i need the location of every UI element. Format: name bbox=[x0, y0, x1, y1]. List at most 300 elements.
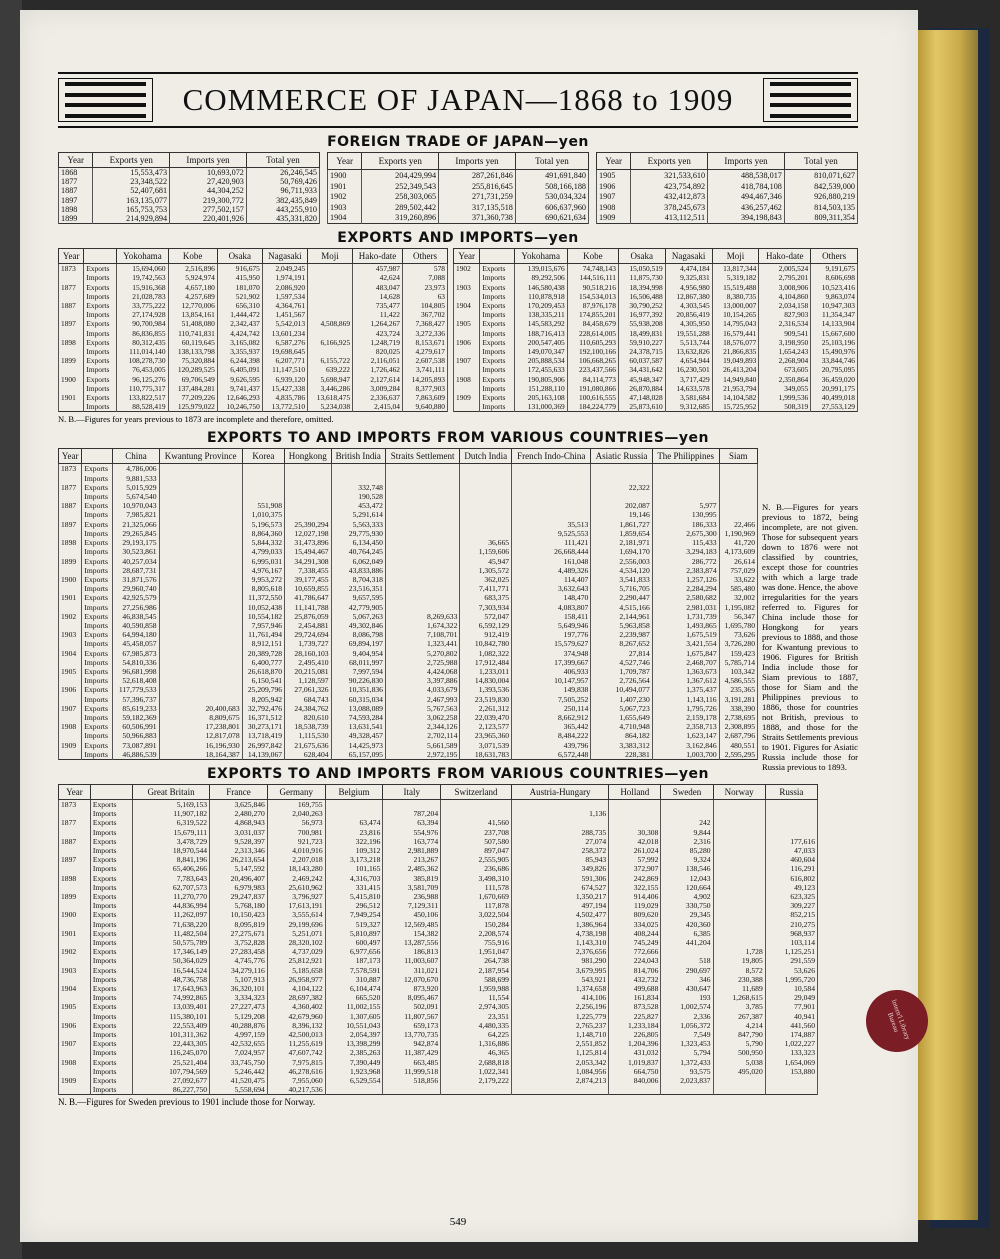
countries-b-table-cell bbox=[383, 799, 441, 809]
ports-right-table-cell: 138,335,211 bbox=[514, 310, 567, 319]
ports-left-table-cell: 5,542,013 bbox=[262, 319, 307, 328]
countries-a-table-cell: Exports bbox=[82, 593, 113, 602]
countries-a-table-cell: 5,270,802 bbox=[385, 649, 459, 658]
countries-a-table-cell bbox=[719, 492, 757, 501]
ports-right-table-cell: 4,303,545 bbox=[665, 301, 712, 310]
ports-left-table-row bbox=[59, 356, 448, 365]
countries-b-table-cell: 9,844 bbox=[661, 828, 713, 837]
ports-left-table-cell: 4,279,617 bbox=[402, 347, 447, 356]
countries-b-table-cell bbox=[713, 818, 765, 827]
countries-b-table-cell: 23,816 bbox=[325, 828, 383, 837]
foreign-trade-cell: 96,711,933 bbox=[246, 186, 319, 195]
countries-b-table-cell: 3,031,037 bbox=[210, 828, 268, 837]
ports-left-table-row bbox=[59, 393, 448, 402]
countries-b-table-row bbox=[59, 910, 818, 919]
countries-a-table-header-cell: Straits Settlement bbox=[385, 449, 459, 464]
ports-left-table-cell: 120,289,525 bbox=[168, 365, 217, 374]
countries-b-table-row bbox=[59, 975, 818, 984]
ports-left-table-cell: 457,987 bbox=[353, 264, 403, 274]
countries-b-table-cell: 6,319,522 bbox=[133, 818, 210, 827]
gilt-page-edge bbox=[918, 30, 978, 1220]
ports-right-table-cell: 2,034,158 bbox=[759, 301, 811, 310]
countries-b-table-row bbox=[59, 828, 818, 837]
countries-b-table-cell: 12,043 bbox=[661, 874, 713, 883]
ports-right-table-cell: 55,938,208 bbox=[618, 319, 665, 328]
ports-left-table-row bbox=[59, 264, 448, 274]
foreign-trade-cell: 214,929,894 bbox=[93, 214, 170, 224]
ports-left-table-cell bbox=[59, 365, 84, 374]
ports-right-table-cell: 27,553,129 bbox=[811, 402, 858, 412]
countries-b-table-cell: 1,670,669 bbox=[441, 892, 512, 901]
countries-a-table-cell bbox=[285, 483, 332, 492]
foreign-trade-cell: 1900 bbox=[328, 170, 362, 181]
countries-b-table-cell bbox=[59, 883, 91, 892]
ports-left-table-header-cell: Hako-date bbox=[353, 249, 403, 264]
countries-b-table-cell: 8,095,819 bbox=[210, 920, 268, 929]
countries-b-table-cell bbox=[609, 809, 661, 818]
countries-b-table-cell: 86,227,750 bbox=[133, 1085, 210, 1095]
countries-a-table-cell: Exports bbox=[82, 483, 113, 492]
foreign-trade-cell: 810,071,627 bbox=[784, 170, 857, 181]
countries-a-table-cell bbox=[512, 483, 591, 492]
ports-right-table-cell: 20,991,175 bbox=[811, 384, 858, 393]
ports-right-table-cell: 2,795,201 bbox=[759, 273, 811, 282]
countries-b-table-cell bbox=[713, 901, 765, 910]
countries-b-table-body bbox=[59, 799, 818, 1095]
countries-a-table-cell: 161,048 bbox=[512, 557, 591, 566]
ports-right-table-header-row bbox=[454, 249, 858, 264]
countries-b-table-cell: 1,959,988 bbox=[441, 984, 512, 993]
countries-b-table-cell bbox=[383, 1085, 441, 1095]
countries-b-table-cell: 430,647 bbox=[661, 984, 713, 993]
countries-a-table-cell: Exports bbox=[82, 557, 113, 566]
countries-a-table-row bbox=[59, 510, 758, 519]
countries-a-table-cell: 551,908 bbox=[242, 501, 284, 510]
countries-a-table-cell: 23,519,830 bbox=[460, 695, 512, 704]
countries-b-table-cell: 237,708 bbox=[441, 828, 512, 837]
countries-a-table-cell: 1,861,727 bbox=[591, 520, 652, 529]
countries-b-table-cell: 2,874,213 bbox=[511, 1076, 608, 1085]
ports-right-table-cell: Imports bbox=[480, 310, 514, 319]
foreign-trade-header-cell: Year bbox=[328, 153, 362, 170]
countries-a-table-cell: 6,150,541 bbox=[242, 676, 284, 685]
ports-left-table-cell: 6,405,091 bbox=[217, 365, 262, 374]
ports-right-table-cell: 144,516,111 bbox=[567, 273, 618, 282]
countries-b-table-cell: 4,502,477 bbox=[511, 910, 608, 919]
countries-a-table-cell: 158,411 bbox=[512, 612, 591, 621]
countries-b-table-cell: Exports bbox=[90, 818, 132, 827]
countries-a-table-cell: 35,513 bbox=[512, 520, 591, 529]
countries-a-table-cell: 59,182,369 bbox=[113, 713, 159, 722]
ports-left-table-cell bbox=[308, 264, 353, 274]
countries-b-table-cell: 1,350,217 bbox=[511, 892, 608, 901]
countries-a-table-cell bbox=[331, 474, 385, 483]
countries-a-table-cell bbox=[159, 630, 242, 639]
countries-a-table-cell: 2,726,564 bbox=[591, 676, 652, 685]
countries-b-table-cell: 27,275,671 bbox=[210, 929, 268, 938]
countries-b-table-cell: 420,360 bbox=[661, 920, 713, 929]
countries-b-table-cell: Exports bbox=[90, 910, 132, 919]
countries-b-table-cell bbox=[59, 1030, 91, 1039]
page-content bbox=[58, 72, 858, 1228]
countries-a-table-header-row bbox=[59, 449, 758, 464]
countries-a-table-cell: 13,631,541 bbox=[331, 722, 385, 731]
ports-right-table-cell: 2,005,524 bbox=[759, 264, 811, 274]
countries-a-table-cell: 22,322 bbox=[591, 483, 652, 492]
countries-a-table-cell: 1,859,654 bbox=[591, 529, 652, 538]
ports-left-table-cell bbox=[59, 292, 84, 301]
ports-right-table-cell: 74,748,143 bbox=[567, 264, 618, 274]
ports-left-table-cell: 104,805 bbox=[402, 301, 447, 310]
foreign-trade-cell: 382,435,849 bbox=[246, 196, 319, 205]
countries-a-table-cell: 31,473,896 bbox=[285, 538, 332, 547]
countries-b-table-cell: 4,214 bbox=[713, 1021, 765, 1030]
foreign-trade-cell: 926,880,219 bbox=[784, 191, 857, 202]
countries-a-table-cell: 1,694,170 bbox=[591, 547, 652, 556]
countries-a-table-cell: Exports bbox=[82, 667, 113, 676]
countries-b-table-cell: 9,528,397 bbox=[210, 837, 268, 846]
countries-b-table-cell: 63,474 bbox=[325, 818, 383, 827]
countries-b-table-cell: 27,283,458 bbox=[210, 947, 268, 956]
countries-b-table-cell: 25,610,962 bbox=[267, 883, 325, 892]
ports-left-table-row bbox=[59, 402, 448, 412]
countries-a-table-cell bbox=[331, 464, 385, 474]
ports-right-table-cell: 8,380,735 bbox=[712, 292, 759, 301]
ports-right-table-cell: 1908 bbox=[454, 375, 480, 384]
countries-a-table-cell: 9,881,533 bbox=[113, 474, 159, 483]
countries-a-table-cell bbox=[385, 492, 459, 501]
countries-b-table-cell: 847,790 bbox=[713, 1030, 765, 1039]
countries-a-table-cell: 374,948 bbox=[512, 649, 591, 658]
ports-right-table-cell: 106,668,265 bbox=[567, 356, 618, 365]
ports-left-table-cell: 4,835,786 bbox=[262, 393, 307, 402]
countries-a-table-row bbox=[59, 741, 758, 750]
countries-b-table-cell: 7,955,060 bbox=[267, 1076, 325, 1085]
countries-a-table-cell: 453,472 bbox=[331, 501, 385, 510]
countries-a-table-cell bbox=[59, 566, 82, 575]
countries-a-table-cell bbox=[512, 510, 591, 519]
countries-a-table-cell: 17,912,484 bbox=[460, 658, 512, 667]
countries-b-table-cell: 450,106 bbox=[383, 910, 441, 919]
countries-a-table-cell: 5,767,563 bbox=[385, 704, 459, 713]
countries-a-table-row bbox=[59, 557, 758, 566]
ports-left-table-row bbox=[59, 375, 448, 384]
countries-b-table-cell: 2,023,837 bbox=[661, 1076, 713, 1085]
countries-b-table-cell bbox=[765, 828, 817, 837]
countries-b-table-cell: 1,374,658 bbox=[511, 984, 608, 993]
countries-b-table-cell: 4,010,916 bbox=[267, 846, 325, 855]
countries-a-table-cell bbox=[159, 612, 242, 621]
countries-b-table-row bbox=[59, 1012, 818, 1021]
foreign-trade-row bbox=[59, 177, 320, 186]
ports-left-table-cell: 1,451,567 bbox=[262, 310, 307, 319]
countries-b-table-cell: 1906 bbox=[59, 1021, 91, 1030]
countries-b-table-cell: 7,949,254 bbox=[325, 910, 383, 919]
countries-a-table-cell bbox=[242, 483, 284, 492]
ports-right-table-cell: 14,133,904 bbox=[811, 319, 858, 328]
countries-a-table-cell bbox=[652, 492, 719, 501]
countries-a-table-cell: Exports bbox=[82, 630, 113, 639]
countries-b-table-cell: 27,092,677 bbox=[133, 1076, 210, 1085]
countries-a-table-cell: 3,397,886 bbox=[385, 676, 459, 685]
countries-b-table-cell: 5,107,913 bbox=[210, 975, 268, 984]
countries-a-table-cell: 49,328,457 bbox=[331, 731, 385, 740]
countries-a-table-cell: 8,484,222 bbox=[512, 731, 591, 740]
ports-left-table-cell: 88,528,419 bbox=[117, 402, 168, 412]
countries-b-table-cell: 153,880 bbox=[765, 1067, 817, 1076]
countries-b-table-cell: 659,173 bbox=[383, 1021, 441, 1030]
countries-b-table-cell: 187,173 bbox=[325, 956, 383, 965]
countries-a-table-cell bbox=[59, 750, 82, 760]
foreign-trade-cell: 1887 bbox=[59, 186, 93, 195]
countries-a-table-cell: 1,195,082 bbox=[719, 603, 757, 612]
countries-a-table-cell: 1909 bbox=[59, 741, 82, 750]
countries-b-table-cell: 7,390,449 bbox=[325, 1058, 383, 1067]
countries-b-table-row bbox=[59, 1048, 818, 1057]
countries-a-table-cell: 23,516,351 bbox=[331, 584, 385, 593]
countries-b-table-cell: 3,498,310 bbox=[441, 874, 512, 883]
countries-a-table-cell: 45,947 bbox=[460, 557, 512, 566]
ports-left-table-cell: 51,408,080 bbox=[168, 319, 217, 328]
countries-a-table-cell: 2,495,410 bbox=[285, 658, 332, 667]
countries-b-table-cell: 258,372 bbox=[511, 846, 608, 855]
countries-a-table-cell bbox=[591, 464, 652, 474]
countries-a-table-cell: 2,159,178 bbox=[652, 713, 719, 722]
countries-a-table-cell bbox=[159, 575, 242, 584]
countries-a-table-row bbox=[59, 593, 758, 602]
countries-a-table-cell: Exports bbox=[82, 520, 113, 529]
ports-left-table-cell: Imports bbox=[84, 384, 117, 393]
ports-right-table-cell: 4,956,980 bbox=[665, 283, 712, 292]
countries-b-table-cell: 27,074 bbox=[511, 837, 608, 846]
foreign-trade-cell: 432,412,873 bbox=[631, 191, 708, 202]
ports-left-table-cell: 19,742,563 bbox=[117, 273, 168, 282]
ports-left-table-cell: 483,047 bbox=[353, 283, 403, 292]
countries-a-table-cell: 29,724,694 bbox=[285, 630, 332, 639]
countries-b-table-cell: 2,469,242 bbox=[267, 874, 325, 883]
countries-b-table-cell: 33,745,750 bbox=[210, 1058, 268, 1067]
foreign-trade-cell: 163,135,077 bbox=[93, 196, 170, 205]
countries-a-table-row bbox=[59, 612, 758, 621]
countries-a-table-cell: 1905 bbox=[59, 667, 82, 676]
countries-a-table-cell bbox=[285, 492, 332, 501]
ports-right-table-cell: 24,378,715 bbox=[618, 347, 665, 356]
countries-a-table-cell: 17,238,801 bbox=[159, 722, 242, 731]
countries-b-table-cell: Exports bbox=[90, 1058, 132, 1067]
ports-right-table-cell: 3,717,429 bbox=[665, 375, 712, 384]
foreign-trade-row bbox=[59, 214, 320, 224]
countries-b-table-row bbox=[59, 1021, 818, 1030]
countries-a-table-cell: 5,563,333 bbox=[331, 520, 385, 529]
countries-a-table-cell: 2,181,971 bbox=[591, 538, 652, 547]
countries-a-table-cell: 2,383,874 bbox=[652, 566, 719, 575]
ports-right-table-cell: 16,579,441 bbox=[712, 329, 759, 338]
ports-left-table-cell: 15,427,338 bbox=[262, 384, 307, 393]
countries-b-table-cell: 5,790 bbox=[713, 1039, 765, 1048]
ports-left-table-cell: 1,444,472 bbox=[217, 310, 262, 319]
ports-left-table-cell: 75,320,884 bbox=[168, 356, 217, 365]
ports-left-table-cell: 108,278,730 bbox=[117, 356, 168, 365]
countries-b-table-cell: Imports bbox=[90, 1030, 132, 1039]
countries-a-table-cell: 90,226,830 bbox=[331, 676, 385, 685]
countries-b-table-cell: 4,997,159 bbox=[210, 1030, 268, 1039]
countries-b-table-cell: 3,679,995 bbox=[511, 966, 608, 975]
countries-b-table-cell: 65,406,266 bbox=[133, 864, 210, 873]
countries-b-table-header-cell: France bbox=[210, 784, 268, 799]
countries-b-table-cell: 663,485 bbox=[383, 1058, 441, 1067]
countries-a-table-cell: 1,675,847 bbox=[652, 649, 719, 658]
countries-a-table-cell: 45,458,057 bbox=[113, 639, 159, 648]
countries-b-table-cell bbox=[713, 883, 765, 892]
countries-b-table-cell: 13,770,735 bbox=[383, 1030, 441, 1039]
countries-b-table-cell: 921,723 bbox=[267, 837, 325, 846]
countries-b-table-cell: 15,679,111 bbox=[133, 828, 210, 837]
ports-right-table-cell: 21,953,794 bbox=[712, 384, 759, 393]
countries-b-table-cell bbox=[713, 837, 765, 846]
countries-b-table-cell: 499,688 bbox=[609, 984, 661, 993]
ports-left-table-cell: Exports bbox=[84, 301, 117, 310]
countries-b-table-cell: 311,021 bbox=[383, 966, 441, 975]
ports-left-table-cell: 1,264,267 bbox=[353, 319, 403, 328]
ports-left-table-cell: 367,702 bbox=[402, 310, 447, 319]
ports-right-table-header-cell: Moji bbox=[712, 249, 759, 264]
countries-b-table-cell bbox=[713, 864, 765, 873]
countries-a-table-cell: 7,997,594 bbox=[331, 667, 385, 676]
countries-b-table-cell: Imports bbox=[90, 1085, 132, 1095]
countries-b-table-cell: 27,227,473 bbox=[210, 1002, 268, 1011]
countries-b-table-cell: 5,169,153 bbox=[133, 799, 210, 809]
foreign-trade-cell: 52,407,681 bbox=[93, 186, 170, 195]
countries-a-table-header-cell bbox=[82, 449, 113, 464]
foreign-trade-header-cell: Imports yen bbox=[170, 153, 247, 168]
ports-right-table-cell: 59,910,227 bbox=[618, 338, 665, 347]
countries-a-table-cell: 8,086,798 bbox=[331, 630, 385, 639]
countries-b-table-cell: 7,024,957 bbox=[210, 1048, 268, 1057]
countries-b-table-cell: 163,774 bbox=[383, 837, 441, 846]
foreign-trade-row bbox=[597, 181, 858, 192]
ports-right-table-row bbox=[454, 347, 858, 356]
ports-right-table-cell: 25,103,196 bbox=[811, 338, 858, 347]
countries-b-table-cell: 11,689 bbox=[713, 984, 765, 993]
countries-a-table-cell: 186,333 bbox=[652, 520, 719, 529]
exports-imports-note: N. B.—Figures for years previous to 1873 are incomplete and therefore, omitted. bbox=[58, 414, 334, 425]
countries-b-table-cell bbox=[661, 1085, 713, 1095]
ports-left-table-row bbox=[59, 329, 448, 338]
countries-b-table-cell: 3,173,218 bbox=[325, 855, 383, 864]
countries-a-table-cell: 2,261,312 bbox=[460, 704, 512, 713]
ports-left-table-cell: 3,272,336 bbox=[402, 329, 447, 338]
ports-left-table-row bbox=[59, 310, 448, 319]
countries-a-table-cell: 5,015,929 bbox=[113, 483, 159, 492]
countries-a-table-cell: 14,425,973 bbox=[331, 741, 385, 750]
countries-a-table-cell: 32,792,476 bbox=[242, 704, 284, 713]
countries-b-table-cell: Imports bbox=[90, 938, 132, 947]
countries-b-table-cell: 101,165 bbox=[325, 864, 383, 873]
countries-b-table-cell: 290,697 bbox=[661, 966, 713, 975]
countries-b-table-cell: Imports bbox=[90, 1048, 132, 1057]
countries-b-table-cell: 7,129,311 bbox=[383, 901, 441, 910]
countries-b-table-cell: 5,251,071 bbox=[267, 929, 325, 938]
ports-left-table-cell: 96,125,276 bbox=[117, 375, 168, 384]
countries-a-table-cell: 197,776 bbox=[512, 630, 591, 639]
countries-a-table-row bbox=[59, 603, 758, 612]
ports-right-table-cell: 188,716,413 bbox=[514, 329, 567, 338]
countries-a-table-cell: Imports bbox=[82, 474, 113, 483]
countries-b-table-row bbox=[59, 818, 818, 827]
countries-a-table-cell bbox=[719, 464, 757, 474]
countries-a-table-cell: 10,970,043 bbox=[113, 501, 159, 510]
countries-a-title: EXPORTS TO AND IMPORTS FROM VARIOUS COUNTRIES—yen bbox=[206, 430, 710, 447]
countries-a-table-cell: 36,665 bbox=[460, 538, 512, 547]
ports-left-table-header-row bbox=[59, 249, 448, 264]
countries-a-table-cell: 1904 bbox=[59, 649, 82, 658]
countries-a-table-cell: 130,995 bbox=[652, 510, 719, 519]
countries-a-table-cell bbox=[159, 483, 242, 492]
countries-a-table-cell: 1,407,230 bbox=[591, 695, 652, 704]
countries-b-table-cell bbox=[713, 892, 765, 901]
countries-b-table-cell: 507,580 bbox=[441, 837, 512, 846]
library-stamp: Intern'l Library Bureau bbox=[857, 981, 936, 1060]
countries-a-table-row bbox=[59, 630, 758, 639]
countries-a-table-cell: 33,622 bbox=[719, 575, 757, 584]
countries-a-table-header-cell: Year bbox=[59, 449, 82, 464]
ports-right-table-row bbox=[454, 329, 858, 338]
countries-b-table-cell bbox=[325, 799, 383, 809]
countries-a-table-cell: 1877 bbox=[59, 483, 82, 492]
countries-b-table-cell: 787,204 bbox=[383, 809, 441, 818]
countries-b-table-cell: 873,528 bbox=[609, 1002, 661, 1011]
countries-a-table-cell: 43,833,886 bbox=[331, 566, 385, 575]
countries-a-table-row bbox=[59, 667, 758, 676]
countries-b-table-cell: Exports bbox=[90, 984, 132, 993]
foreign-trade-cell: 289,502,442 bbox=[362, 202, 439, 213]
countries-b-table-cell: 242,869 bbox=[609, 874, 661, 883]
ports-left-table-cell: 63 bbox=[402, 292, 447, 301]
ports-right-table-cell: 10,154,265 bbox=[712, 310, 759, 319]
ports-right-table-cell: Exports bbox=[480, 283, 514, 292]
countries-a-table-cell: 1,159,606 bbox=[460, 547, 512, 556]
countries-a-table-cell bbox=[159, 501, 242, 510]
countries-b-table-cell: 330,750 bbox=[661, 901, 713, 910]
countries-a-table-cell: 1,393,536 bbox=[460, 685, 512, 694]
countries-a-table-cell: 1900 bbox=[59, 575, 82, 584]
foreign-trade-cell: 1877 bbox=[59, 177, 93, 186]
foreign-trade-header-cell: Exports yen bbox=[93, 153, 170, 168]
ports-left-table-cell bbox=[308, 292, 353, 301]
countries-b-table-cell: Imports bbox=[90, 1012, 132, 1021]
countries-b-table-cell: 897,047 bbox=[441, 846, 512, 855]
countries-b-table-cell: 591,306 bbox=[511, 874, 608, 883]
ports-left-table-cell: 1,974,191 bbox=[262, 273, 307, 282]
countries-a-table-cell bbox=[385, 603, 459, 612]
ports-left-table-body bbox=[59, 264, 448, 412]
countries-b-table-cell: 2,040,263 bbox=[267, 809, 325, 818]
ports-left-table-cell: 639,222 bbox=[308, 365, 353, 374]
foreign-trade-cell: 842,539,000 bbox=[784, 181, 857, 192]
countries-a-table-cell: 5,067,263 bbox=[331, 612, 385, 621]
countries-a-table-cell bbox=[460, 529, 512, 538]
countries-a-table-cell: 3,726,280 bbox=[719, 639, 757, 648]
foreign-trade-cell: 219,300,772 bbox=[170, 196, 247, 205]
book-page bbox=[20, 10, 918, 1242]
countries-a-table-cell bbox=[59, 584, 82, 593]
ports-left-table-cell bbox=[59, 310, 84, 319]
countries-b-table-cell: 224,043 bbox=[609, 956, 661, 965]
ports-right-table-cell: 184,224,779 bbox=[567, 402, 618, 412]
countries-a-table-cell: 8,704,318 bbox=[331, 575, 385, 584]
ports-right-table-cell: 16,230,501 bbox=[665, 365, 712, 374]
countries-b-table-cell: 322,155 bbox=[609, 883, 661, 892]
